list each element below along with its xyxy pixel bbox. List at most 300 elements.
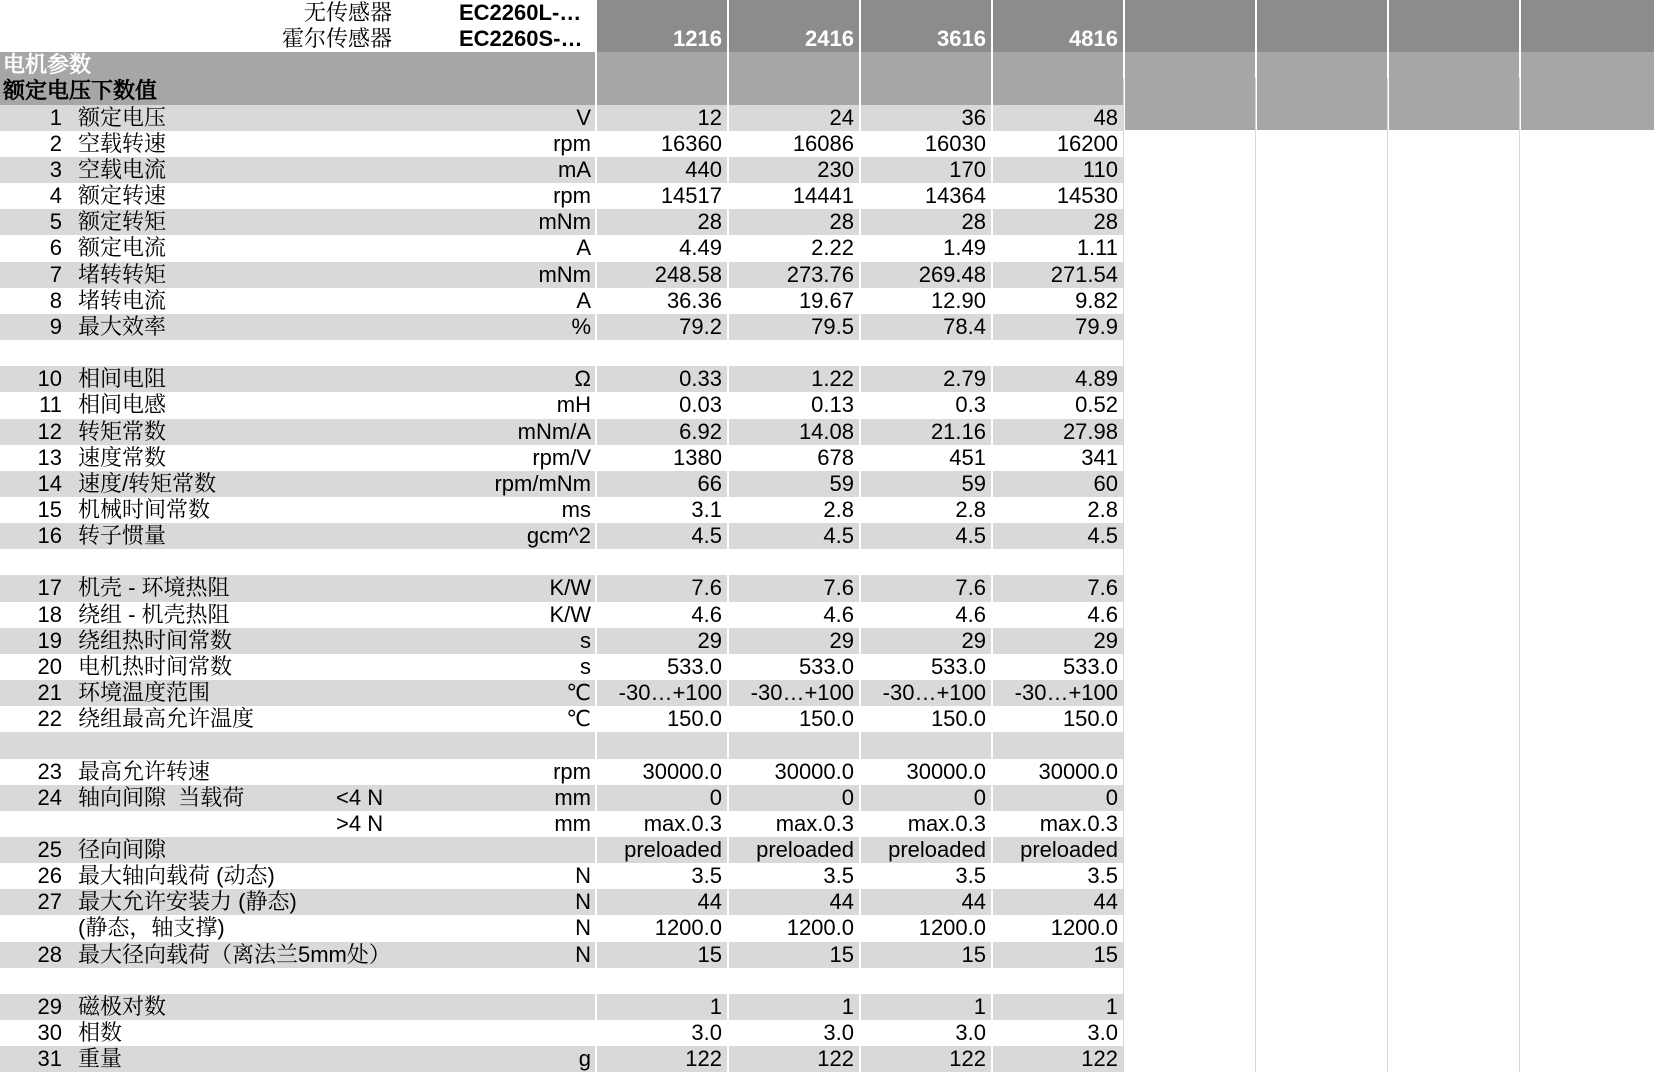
value-cell: max.0.3 [595, 811, 727, 837]
parameter-name: 电机热时间常数 [78, 653, 233, 679]
parameter-label-cell [0, 288, 595, 314]
row-number: 26 [37, 863, 62, 889]
value-cell: -30…+100 [727, 680, 859, 706]
parameter-label-cell [0, 759, 595, 785]
empty-cell [1255, 915, 1387, 941]
unit-label: s [580, 627, 591, 653]
value-cell: 3.0 [595, 1020, 727, 1046]
empty-cell [1123, 942, 1255, 968]
value-cell: preloaded [859, 837, 991, 863]
empty-cell [1519, 471, 1654, 497]
parameter-name: 最高允许转速 [78, 758, 211, 784]
empty-cell [1519, 209, 1654, 235]
value-cell: 4.5 [859, 523, 991, 549]
value-cell: 4.6 [991, 602, 1123, 628]
value-cell: 59 [859, 471, 991, 497]
empty-cell [1255, 549, 1387, 575]
value-cell: max.0.3 [859, 811, 991, 837]
row-number: 27 [37, 889, 62, 915]
parameter-label-cell [0, 732, 595, 758]
unit-label: mH [556, 392, 591, 418]
parameter-name: 最大径向载荷（离法兰5mm处） [78, 941, 391, 967]
empty-cell [1387, 497, 1519, 523]
row-number: 10 [37, 366, 62, 392]
parameter-label-cell [0, 680, 595, 706]
parameter-label-cell [0, 837, 595, 863]
value-cell: 19.67 [727, 288, 859, 314]
value-cell: 0.03 [595, 392, 727, 418]
parameter-name: 重量 [78, 1046, 123, 1072]
parameter-name: 额定转矩 [78, 209, 167, 235]
empty-cell [1387, 523, 1519, 549]
value-cell: 1 [595, 994, 727, 1020]
row-number: 7 [49, 261, 62, 287]
row-number: 13 [37, 444, 62, 470]
value-cell: 1 [859, 994, 991, 1020]
value-cell: 2.8 [991, 497, 1123, 523]
parameter-row [0, 131, 1654, 157]
value-cell: 2.8 [859, 497, 991, 523]
empty-cell [1387, 863, 1519, 889]
empty-cell [1387, 445, 1519, 471]
value-cell: 1 [727, 994, 859, 1020]
parameter-row [0, 366, 1654, 392]
unit-label: mNm/A [517, 418, 591, 444]
parameter-label-cell [0, 628, 595, 654]
empty-cell [1255, 366, 1387, 392]
parameter-row [0, 1046, 1654, 1072]
empty-cell [1123, 680, 1255, 706]
empty-cell [1387, 732, 1519, 758]
parameter-row [0, 602, 1654, 628]
empty-cell [1387, 549, 1519, 575]
value-cell: 0.3 [859, 392, 991, 418]
empty-cell [1387, 131, 1519, 157]
empty-cell [1123, 863, 1255, 889]
row-number: 9 [49, 313, 62, 339]
empty-cell [1519, 366, 1654, 392]
empty-cell [1123, 575, 1255, 601]
empty-cell [1255, 968, 1387, 994]
empty-cell [1123, 209, 1255, 235]
unit-label: rpm [553, 758, 591, 784]
value-cell: 16360 [595, 131, 727, 157]
empty-cell [1123, 706, 1255, 732]
value-cell: 1200.0 [727, 915, 859, 941]
parameter-name: 空载电流 [78, 156, 167, 182]
parameter-label-cell [0, 262, 595, 288]
unit-label: mm [554, 810, 591, 836]
parameter-name: 堵转电流 [78, 287, 167, 313]
column-header-model: 4816 [991, 26, 1123, 130]
empty-cell [1123, 523, 1255, 549]
parameter-name: (静态，轴支撑) [78, 915, 225, 941]
value-cell: 230 [727, 157, 859, 183]
parameter-label-cell [0, 942, 595, 968]
parameter-label-cell [0, 654, 595, 680]
parameter-label-cell [0, 706, 595, 732]
parameter-label-cell [0, 575, 595, 601]
value-cell: 3.5 [727, 863, 859, 889]
parameter-label-cell [0, 785, 595, 811]
parameter-row [0, 471, 1654, 497]
value-cell: 1380 [595, 445, 727, 471]
empty-cell [1255, 419, 1387, 445]
value-cell: 271.54 [991, 262, 1123, 288]
parameter-label-cell [0, 445, 595, 471]
parameter-row [0, 915, 1654, 941]
value-cell: -30…+100 [859, 680, 991, 706]
subsection-title: 额定电压下数值 [3, 78, 158, 104]
value-cell: 30000.0 [859, 759, 991, 785]
unit-label: mNm [538, 261, 591, 287]
value-cell: 28 [859, 209, 991, 235]
parameter-row [0, 680, 1654, 706]
header-row-sensorless [0, 0, 1654, 26]
empty-cell [1519, 1046, 1654, 1072]
value-cell: 78.4 [859, 314, 991, 340]
value-cell: 150.0 [727, 706, 859, 732]
parameter-name: 绕组热时间常数 [78, 627, 233, 653]
empty-cell [1519, 968, 1654, 994]
empty-cell [727, 968, 859, 994]
empty-cell [1519, 575, 1654, 601]
parameter-name: 绕组最高允许温度 [78, 706, 255, 732]
empty-cell [727, 340, 859, 366]
unit-label: mm [554, 784, 591, 810]
empty-cell [727, 549, 859, 575]
empty-cell [1123, 759, 1255, 785]
value-cell: 3.0 [727, 1020, 859, 1046]
empty-cell [1387, 262, 1519, 288]
empty-cell [1387, 105, 1519, 131]
value-cell: 14441 [727, 183, 859, 209]
parameter-row [0, 837, 1654, 863]
value-cell: 44 [991, 889, 1123, 915]
empty-cell [1387, 471, 1519, 497]
empty-cell [1123, 785, 1255, 811]
empty-cell [1255, 471, 1387, 497]
parameter-label-cell [0, 915, 595, 941]
value-cell: 2.79 [859, 366, 991, 392]
value-cell: 7.6 [859, 575, 991, 601]
parameter-name: 绕组 - 机壳热阻 [78, 601, 230, 627]
value-cell: 533.0 [727, 654, 859, 680]
empty-cell [1519, 889, 1654, 915]
parameter-row [0, 759, 1654, 785]
value-cell: 59 [727, 471, 859, 497]
parameter-label-cell [0, 549, 595, 575]
hall-model-name: EC2260S-… [459, 26, 583, 52]
value-cell: 0 [859, 785, 991, 811]
empty-cell [1519, 262, 1654, 288]
value-cell: 14517 [595, 183, 727, 209]
parameter-name: 转子惯量 [78, 523, 167, 549]
value-cell: -30…+100 [595, 680, 727, 706]
value-cell: 21.16 [859, 419, 991, 445]
empty-cell [1255, 785, 1387, 811]
value-cell: 30000.0 [727, 759, 859, 785]
parameter-name: 相数 [78, 1020, 123, 1046]
value-cell: 122 [595, 1046, 727, 1072]
value-cell: 44 [595, 889, 727, 915]
unit-label: ℃ [566, 680, 591, 706]
empty-cell [1123, 1046, 1255, 1072]
empty-cell [1255, 889, 1387, 915]
empty-cell [1255, 340, 1387, 366]
unit-label: rpm [553, 183, 591, 209]
parameter-row [0, 497, 1654, 523]
parameter-name: 速度常数 [78, 444, 167, 470]
value-cell: 341 [991, 445, 1123, 471]
value-cell: 150.0 [991, 706, 1123, 732]
value-cell: 79.2 [595, 314, 727, 340]
unit-label: N [575, 863, 591, 889]
value-cell: 440 [595, 157, 727, 183]
row-number: 16 [37, 523, 62, 549]
value-cell: 122 [727, 1046, 859, 1072]
value-cell: 110 [991, 157, 1123, 183]
empty-cell [1519, 942, 1654, 968]
unit-label: mNm [538, 209, 591, 235]
value-cell: 248.58 [595, 262, 727, 288]
value-cell: 79.9 [991, 314, 1123, 340]
column-header-model: 2416 [727, 26, 859, 130]
row-number: 1 [49, 104, 62, 130]
empty-cell [1519, 523, 1654, 549]
parameter-label-cell [0, 994, 595, 1020]
row-number: 14 [37, 470, 62, 496]
empty-cell [1519, 706, 1654, 732]
empty-cell [1123, 157, 1255, 183]
value-cell: 3.5 [595, 863, 727, 889]
parameter-row [0, 157, 1654, 183]
empty-cell [727, 732, 859, 758]
value-cell: 48 [991, 105, 1123, 131]
parameter-row [0, 785, 1654, 811]
row-number: 22 [37, 706, 62, 732]
empty-cell [1255, 523, 1387, 549]
parameter-row [0, 889, 1654, 915]
empty-cell [1387, 419, 1519, 445]
row-number: 24 [37, 784, 62, 810]
empty-cell [1387, 889, 1519, 915]
value-cell: 2.22 [727, 235, 859, 261]
empty-cell [1123, 183, 1255, 209]
parameter-row [0, 575, 1654, 601]
parameter-name: 最大效率 [78, 313, 167, 339]
parameter-name: 径向间隙 [78, 837, 167, 862]
value-cell: 0 [991, 785, 1123, 811]
empty-cell [1387, 811, 1519, 837]
empty-cell [1255, 654, 1387, 680]
value-cell: 170 [859, 157, 991, 183]
value-cell: 29 [595, 628, 727, 654]
empty-cell [1255, 575, 1387, 601]
empty-cell [1387, 968, 1519, 994]
empty-cell [1255, 445, 1387, 471]
value-cell: 122 [859, 1046, 991, 1072]
value-cell: 29 [727, 628, 859, 654]
empty-cell [1387, 1020, 1519, 1046]
parameter-label-cell [0, 863, 595, 889]
unit-label: K/W [549, 601, 591, 627]
empty-cell [1123, 1020, 1255, 1046]
empty-cell [859, 340, 991, 366]
unit-label: ℃ [566, 706, 591, 732]
empty-cell [1387, 288, 1519, 314]
empty-cell [1519, 497, 1654, 523]
parameter-label-cell [0, 131, 595, 157]
empty-cell [859, 732, 991, 758]
value-cell: 7.6 [727, 575, 859, 601]
value-cell: 15 [727, 942, 859, 968]
parameter-label-cell [0, 340, 595, 366]
parameter-label-cell [0, 105, 595, 131]
unit-label: ms [561, 496, 591, 522]
empty-cell [1387, 340, 1519, 366]
empty-cell [1387, 209, 1519, 235]
empty-cell [991, 340, 1123, 366]
parameter-label-cell [0, 811, 595, 837]
empty-cell [1255, 863, 1387, 889]
value-cell: 1200.0 [859, 915, 991, 941]
empty-cell [1519, 131, 1654, 157]
value-cell: 1.49 [859, 235, 991, 261]
load-condition: <4 N [336, 784, 384, 810]
value-cell: 533.0 [991, 654, 1123, 680]
empty-cell [1123, 445, 1255, 471]
value-cell: -30…+100 [991, 680, 1123, 706]
unit-label: V [576, 104, 591, 130]
value-cell: 1.11 [991, 235, 1123, 261]
value-cell: 14364 [859, 183, 991, 209]
value-cell: 28 [595, 209, 727, 235]
value-cell: 269.48 [859, 262, 991, 288]
empty-cell [1255, 942, 1387, 968]
empty-cell [1123, 392, 1255, 418]
blank-row [0, 968, 1654, 994]
empty-cell [1123, 915, 1255, 941]
empty-cell [991, 968, 1123, 994]
empty-cell [1123, 471, 1255, 497]
empty-cell [1123, 732, 1255, 758]
empty-cell [991, 549, 1123, 575]
empty-cell [1519, 340, 1654, 366]
empty-cell [1123, 497, 1255, 523]
empty-cell [1519, 785, 1654, 811]
value-cell: 30000.0 [991, 759, 1123, 785]
empty-cell [1519, 183, 1654, 209]
empty-cell [1519, 1020, 1654, 1046]
row-number: 23 [37, 758, 62, 784]
empty-cell [1387, 602, 1519, 628]
empty-cell [1255, 680, 1387, 706]
empty-cell [1387, 706, 1519, 732]
row-number: 20 [37, 653, 62, 679]
value-cell: 60 [991, 471, 1123, 497]
empty-cell [1387, 183, 1519, 209]
blank-row [0, 340, 1654, 366]
value-cell: 4.5 [991, 523, 1123, 549]
empty-cell [1519, 628, 1654, 654]
subsection-row [0, 78, 1654, 104]
sensorless-model-name: EC2260L-… [459, 0, 582, 25]
empty-cell [1123, 314, 1255, 340]
parameter-name: 额定电压 [78, 104, 167, 130]
value-cell: 27.98 [991, 419, 1123, 445]
value-cell: 44 [727, 889, 859, 915]
parameter-label-cell [0, 523, 595, 549]
empty-cell [1123, 131, 1255, 157]
parameter-label-cell [0, 497, 595, 523]
value-cell: 533.0 [595, 654, 727, 680]
empty-cell [1519, 235, 1654, 261]
blank-row [0, 549, 1654, 575]
empty-cell [1519, 811, 1654, 837]
column-header-model: 3616 [859, 26, 991, 130]
empty-cell [1387, 392, 1519, 418]
row-number: 2 [49, 130, 62, 156]
empty-cell [1519, 602, 1654, 628]
empty-cell [1387, 942, 1519, 968]
value-cell: 29 [991, 628, 1123, 654]
empty-cell [1255, 157, 1387, 183]
unit-label: s [580, 653, 591, 679]
empty-cell [1255, 837, 1387, 863]
parameter-name: 额定电流 [78, 235, 167, 261]
parameter-label-cell [0, 314, 595, 340]
parameter-name: 相间电阻 [78, 366, 167, 392]
section-title: 电机参数 [3, 52, 92, 78]
value-cell: 44 [859, 889, 991, 915]
unit-label: rpm/mNm [494, 470, 591, 496]
value-cell: max.0.3 [991, 811, 1123, 837]
empty-cell [595, 968, 727, 994]
empty-cell [1387, 837, 1519, 863]
empty-cell [1123, 235, 1255, 261]
parameter-label-cell [0, 235, 595, 261]
empty-cell [1255, 1020, 1387, 1046]
value-cell: 1 [991, 994, 1123, 1020]
value-cell: 1200.0 [991, 915, 1123, 941]
unit-label: N [575, 915, 591, 941]
parameter-row [0, 654, 1654, 680]
parameter-name: 最大轴向载荷 (动态) [78, 863, 275, 889]
value-cell: 6.92 [595, 419, 727, 445]
column-header-model: 1216 [595, 26, 727, 130]
unit-label: % [571, 313, 591, 339]
row-number: 28 [37, 941, 62, 967]
row-number: 18 [37, 601, 62, 627]
parameter-row [0, 523, 1654, 549]
empty-cell [1519, 863, 1654, 889]
value-cell: 4.6 [595, 602, 727, 628]
row-number: 3 [49, 156, 62, 182]
parameter-name: 磁极对数 [78, 993, 167, 1019]
empty-cell [1123, 340, 1255, 366]
empty-cell [1255, 1046, 1387, 1072]
value-cell: 7.6 [991, 575, 1123, 601]
empty-cell [1519, 314, 1654, 340]
empty-cell [1123, 968, 1255, 994]
empty-cell [1123, 811, 1255, 837]
value-cell: 0 [727, 785, 859, 811]
value-cell: 15 [859, 942, 991, 968]
parameter-name: 机械时间常数 [78, 496, 211, 522]
value-cell: 3.5 [859, 863, 991, 889]
unit-label: N [575, 889, 591, 915]
